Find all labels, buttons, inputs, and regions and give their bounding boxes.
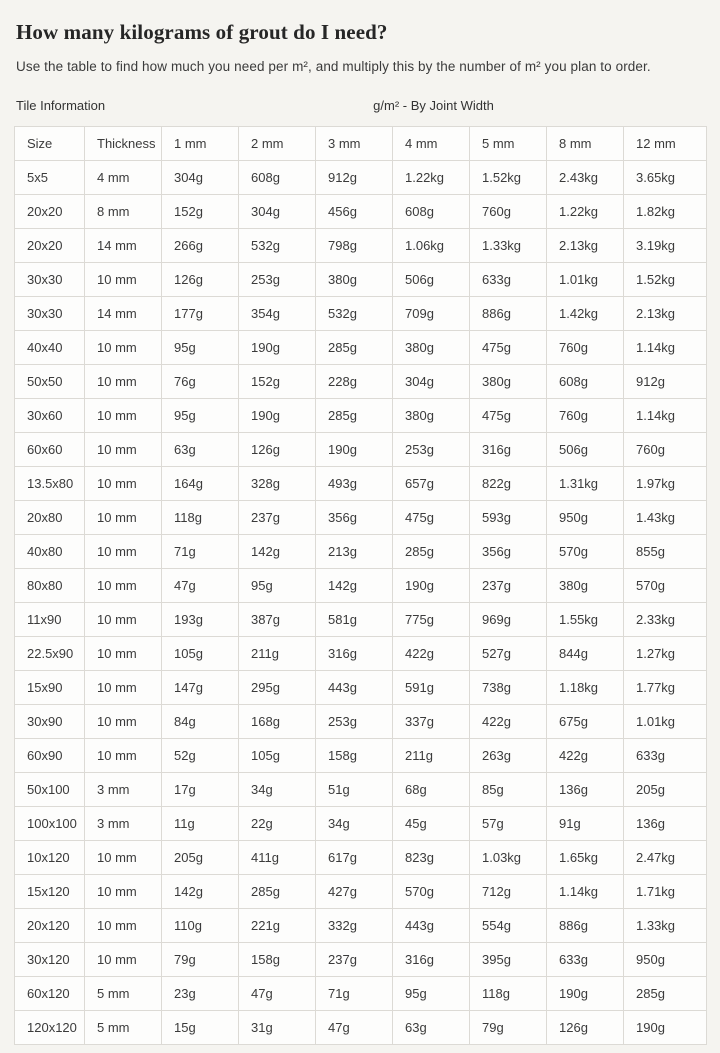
value-cell: 354g: [239, 297, 316, 331]
thickness-cell: 14 mm: [85, 229, 162, 263]
value-cell: 593g: [470, 501, 547, 535]
size-cell: 10x120: [15, 841, 85, 875]
value-cell: 1.33kg: [624, 909, 707, 943]
value-cell: 570g: [547, 535, 624, 569]
value-cell: 1.14kg: [624, 399, 707, 433]
value-cell: 190g: [316, 433, 393, 467]
thickness-cell: 10 mm: [85, 671, 162, 705]
value-cell: 3.65kg: [624, 161, 707, 195]
thickness-cell: 10 mm: [85, 739, 162, 773]
value-cell: 456g: [316, 195, 393, 229]
value-cell: 760g: [624, 433, 707, 467]
value-cell: 91g: [547, 807, 624, 841]
table-row: [15, 569, 707, 603]
value-cell: 1.14kg: [624, 331, 707, 365]
thickness-cell: 4 mm: [85, 161, 162, 195]
value-cell: 3.19kg: [624, 229, 707, 263]
value-cell: 2.43kg: [547, 161, 624, 195]
size-cell: 50x50: [15, 365, 85, 399]
value-cell: 912g: [316, 161, 393, 195]
value-cell: 79g: [162, 943, 239, 977]
value-cell: 950g: [624, 943, 707, 977]
value-cell: 142g: [316, 569, 393, 603]
value-cell: 190g: [547, 977, 624, 1011]
value-cell: 105g: [239, 739, 316, 773]
size-cell: 15x120: [15, 875, 85, 909]
thickness-cell: 10 mm: [85, 535, 162, 569]
value-cell: 228g: [316, 365, 393, 399]
thickness-cell: 5 mm: [85, 1011, 162, 1045]
size-cell: 60x120: [15, 977, 85, 1011]
value-cell: 11g: [162, 807, 239, 841]
value-cell: 443g: [316, 671, 393, 705]
size-cell: 20x20: [15, 195, 85, 229]
value-cell: 213g: [316, 535, 393, 569]
value-cell: 337g: [393, 705, 470, 739]
page-title: How many kilograms of grout do I need?: [16, 20, 388, 44]
value-cell: 118g: [470, 977, 547, 1011]
value-cell: 356g: [470, 535, 547, 569]
value-cell: 110g: [162, 909, 239, 943]
size-cell: 40x40: [15, 331, 85, 365]
value-cell: 136g: [547, 773, 624, 807]
value-cell: 295g: [239, 671, 316, 705]
value-cell: 1.31kg: [547, 467, 624, 501]
table-row: [15, 331, 707, 365]
value-cell: 1.22kg: [393, 161, 470, 195]
value-cell: 844g: [547, 637, 624, 671]
value-cell: 675g: [547, 705, 624, 739]
value-cell: 2.33kg: [624, 603, 707, 637]
size-cell: 30x30: [15, 297, 85, 331]
value-cell: 427g: [316, 875, 393, 909]
value-cell: 475g: [470, 331, 547, 365]
table-row: [15, 399, 707, 433]
value-cell: 263g: [470, 739, 547, 773]
value-cell: 886g: [547, 909, 624, 943]
value-cell: 422g: [470, 705, 547, 739]
value-cell: 2.47kg: [624, 841, 707, 875]
column-header: 12 mm: [624, 127, 707, 161]
value-cell: 95g: [239, 569, 316, 603]
value-cell: 1.42kg: [547, 297, 624, 331]
value-cell: 570g: [393, 875, 470, 909]
table-row: [15, 807, 707, 841]
value-cell: 95g: [162, 331, 239, 365]
value-cell: 193g: [162, 603, 239, 637]
value-cell: 285g: [316, 399, 393, 433]
value-cell: 332g: [316, 909, 393, 943]
value-cell: 304g: [162, 161, 239, 195]
value-cell: 253g: [393, 433, 470, 467]
column-header: 1 mm: [162, 127, 239, 161]
value-cell: 316g: [316, 637, 393, 671]
size-cell: 20x120: [15, 909, 85, 943]
size-cell: 30x60: [15, 399, 85, 433]
value-cell: 142g: [162, 875, 239, 909]
column-header: Size: [15, 127, 85, 161]
column-header: 8 mm: [547, 127, 624, 161]
value-cell: 136g: [624, 807, 707, 841]
value-cell: 1.65kg: [547, 841, 624, 875]
thickness-cell: 10 mm: [85, 501, 162, 535]
value-cell: 798g: [316, 229, 393, 263]
value-cell: 164g: [162, 467, 239, 501]
value-cell: 969g: [470, 603, 547, 637]
value-cell: 316g: [470, 433, 547, 467]
value-cell: 63g: [162, 433, 239, 467]
table-row: [15, 909, 707, 943]
thickness-cell: 14 mm: [85, 297, 162, 331]
value-cell: 395g: [470, 943, 547, 977]
value-cell: 1.06kg: [393, 229, 470, 263]
value-cell: 147g: [162, 671, 239, 705]
value-cell: 31g: [239, 1011, 316, 1045]
value-cell: 380g: [547, 569, 624, 603]
thickness-cell: 10 mm: [85, 331, 162, 365]
value-cell: 158g: [239, 943, 316, 977]
size-cell: 30x30: [15, 263, 85, 297]
value-cell: 591g: [393, 671, 470, 705]
value-cell: 177g: [162, 297, 239, 331]
table-row: [15, 467, 707, 501]
value-cell: 2.13kg: [624, 297, 707, 331]
value-cell: 205g: [162, 841, 239, 875]
size-cell: 20x80: [15, 501, 85, 535]
value-cell: 760g: [547, 399, 624, 433]
value-cell: 190g: [239, 331, 316, 365]
value-cell: 506g: [547, 433, 624, 467]
value-cell: 912g: [624, 365, 707, 399]
value-cell: 760g: [547, 331, 624, 365]
size-cell: 60x90: [15, 739, 85, 773]
value-cell: 1.52kg: [624, 263, 707, 297]
table-row: [15, 603, 707, 637]
value-cell: 422g: [547, 739, 624, 773]
table-row: [15, 977, 707, 1011]
value-cell: 68g: [393, 773, 470, 807]
thickness-cell: 10 mm: [85, 705, 162, 739]
column-header: 4 mm: [393, 127, 470, 161]
value-cell: 237g: [239, 501, 316, 535]
column-header: Thickness: [85, 127, 162, 161]
value-cell: 17g: [162, 773, 239, 807]
value-cell: 152g: [162, 195, 239, 229]
table-row: [15, 535, 707, 569]
value-cell: 71g: [162, 535, 239, 569]
grout-table: [14, 126, 707, 1045]
table-row: [15, 433, 707, 467]
value-cell: 1.03kg: [470, 841, 547, 875]
value-cell: 554g: [470, 909, 547, 943]
value-cell: 823g: [393, 841, 470, 875]
value-cell: 126g: [162, 263, 239, 297]
value-cell: 85g: [470, 773, 547, 807]
value-cell: 23g: [162, 977, 239, 1011]
value-cell: 1.82kg: [624, 195, 707, 229]
value-cell: 822g: [470, 467, 547, 501]
value-cell: 211g: [239, 637, 316, 671]
value-cell: 1.22kg: [547, 195, 624, 229]
table-row: [15, 263, 707, 297]
value-cell: 328g: [239, 467, 316, 501]
value-cell: 608g: [239, 161, 316, 195]
value-cell: 380g: [470, 365, 547, 399]
value-cell: 190g: [624, 1011, 707, 1045]
value-cell: 47g: [239, 977, 316, 1011]
value-cell: 95g: [162, 399, 239, 433]
value-cell: 356g: [316, 501, 393, 535]
value-cell: 63g: [393, 1011, 470, 1045]
page-subtitle: Use the table to find how much you need per m², and multiply this by the number of m² you plan to order.: [16, 59, 651, 74]
value-cell: 657g: [393, 467, 470, 501]
value-cell: 168g: [239, 705, 316, 739]
value-cell: 387g: [239, 603, 316, 637]
value-cell: 380g: [393, 331, 470, 365]
value-cell: 71g: [316, 977, 393, 1011]
value-cell: 285g: [239, 875, 316, 909]
value-cell: 1.71kg: [624, 875, 707, 909]
value-cell: 775g: [393, 603, 470, 637]
table-row: [15, 195, 707, 229]
value-cell: 633g: [470, 263, 547, 297]
value-cell: 532g: [239, 229, 316, 263]
value-cell: 950g: [547, 501, 624, 535]
value-cell: 266g: [162, 229, 239, 263]
value-cell: 570g: [624, 569, 707, 603]
value-cell: 237g: [316, 943, 393, 977]
value-cell: 608g: [547, 365, 624, 399]
size-cell: 15x90: [15, 671, 85, 705]
value-cell: 443g: [393, 909, 470, 943]
table-row: [15, 365, 707, 399]
value-cell: 76g: [162, 365, 239, 399]
value-cell: 422g: [393, 637, 470, 671]
value-cell: 158g: [316, 739, 393, 773]
value-cell: 47g: [162, 569, 239, 603]
thickness-cell: 10 mm: [85, 263, 162, 297]
value-cell: 380g: [316, 263, 393, 297]
value-cell: 285g: [393, 535, 470, 569]
size-cell: 80x80: [15, 569, 85, 603]
value-cell: 855g: [624, 535, 707, 569]
value-cell: 1.52kg: [470, 161, 547, 195]
table-row: [15, 841, 707, 875]
value-cell: 712g: [470, 875, 547, 909]
value-cell: 45g: [393, 807, 470, 841]
table-row: [15, 739, 707, 773]
table-row: [15, 875, 707, 909]
thickness-cell: 10 mm: [85, 399, 162, 433]
value-cell: 617g: [316, 841, 393, 875]
value-cell: 126g: [547, 1011, 624, 1045]
size-cell: 100x100: [15, 807, 85, 841]
table-row: [15, 1011, 707, 1045]
value-cell: 142g: [239, 535, 316, 569]
value-cell: 1.14kg: [547, 875, 624, 909]
table-row: [15, 161, 707, 195]
table-row: [15, 637, 707, 671]
value-cell: 285g: [316, 331, 393, 365]
value-cell: 126g: [239, 433, 316, 467]
size-cell: 120x120: [15, 1011, 85, 1045]
value-cell: 304g: [239, 195, 316, 229]
value-cell: 1.01kg: [624, 705, 707, 739]
value-cell: 190g: [393, 569, 470, 603]
value-cell: 34g: [239, 773, 316, 807]
value-cell: 1.27kg: [624, 637, 707, 671]
value-cell: 47g: [316, 1011, 393, 1045]
size-cell: 22.5x90: [15, 637, 85, 671]
value-cell: 527g: [470, 637, 547, 671]
value-cell: 51g: [316, 773, 393, 807]
value-cell: 1.33kg: [470, 229, 547, 263]
thickness-cell: 3 mm: [85, 773, 162, 807]
value-cell: 253g: [239, 263, 316, 297]
value-cell: 237g: [470, 569, 547, 603]
value-cell: 380g: [393, 399, 470, 433]
joint-width-caption: g/m² - By Joint Width: [373, 98, 494, 113]
value-cell: 738g: [470, 671, 547, 705]
value-cell: 633g: [547, 943, 624, 977]
tile-information-caption: Tile Information: [16, 98, 106, 113]
value-cell: 211g: [393, 739, 470, 773]
value-cell: 22g: [239, 807, 316, 841]
value-cell: 1.77kg: [624, 671, 707, 705]
size-cell: 50x100: [15, 773, 85, 807]
thickness-cell: 10 mm: [85, 433, 162, 467]
value-cell: 1.55kg: [547, 603, 624, 637]
size-cell: 60x60: [15, 433, 85, 467]
size-cell: 30x120: [15, 943, 85, 977]
thickness-cell: 10 mm: [85, 943, 162, 977]
value-cell: 52g: [162, 739, 239, 773]
value-cell: 79g: [470, 1011, 547, 1045]
table-row: [15, 943, 707, 977]
table-row: [15, 229, 707, 263]
value-cell: 205g: [624, 773, 707, 807]
value-cell: 411g: [239, 841, 316, 875]
thickness-cell: 10 mm: [85, 365, 162, 399]
value-cell: 2.13kg: [547, 229, 624, 263]
value-cell: 152g: [239, 365, 316, 399]
value-cell: 253g: [316, 705, 393, 739]
table-row: [15, 671, 707, 705]
value-cell: 709g: [393, 297, 470, 331]
thickness-cell: 10 mm: [85, 569, 162, 603]
size-cell: 13.5x80: [15, 467, 85, 501]
thickness-cell: 10 mm: [85, 875, 162, 909]
value-cell: 475g: [470, 399, 547, 433]
value-cell: 34g: [316, 807, 393, 841]
size-cell: 30x90: [15, 705, 85, 739]
value-cell: 506g: [393, 263, 470, 297]
table-row: [15, 773, 707, 807]
thickness-cell: 8 mm: [85, 195, 162, 229]
value-cell: 105g: [162, 637, 239, 671]
value-cell: 633g: [624, 739, 707, 773]
value-cell: 84g: [162, 705, 239, 739]
thickness-cell: 10 mm: [85, 909, 162, 943]
value-cell: 475g: [393, 501, 470, 535]
value-cell: 1.01kg: [547, 263, 624, 297]
thickness-cell: 5 mm: [85, 977, 162, 1011]
size-cell: 40x80: [15, 535, 85, 569]
column-header: 2 mm: [239, 127, 316, 161]
value-cell: 57g: [470, 807, 547, 841]
table-row: [15, 297, 707, 331]
value-cell: 221g: [239, 909, 316, 943]
value-cell: 532g: [316, 297, 393, 331]
table-body: [15, 161, 707, 1045]
value-cell: 118g: [162, 501, 239, 535]
column-header: 3 mm: [316, 127, 393, 161]
value-cell: 285g: [624, 977, 707, 1011]
table-row: [15, 705, 707, 739]
table-row: [15, 501, 707, 535]
value-cell: 95g: [393, 977, 470, 1011]
value-cell: 15g: [162, 1011, 239, 1045]
value-cell: 608g: [393, 195, 470, 229]
size-cell: 5x5: [15, 161, 85, 195]
value-cell: 1.18kg: [547, 671, 624, 705]
value-cell: 581g: [316, 603, 393, 637]
value-cell: 760g: [470, 195, 547, 229]
thickness-cell: 10 mm: [85, 841, 162, 875]
size-cell: 20x20: [15, 229, 85, 263]
header-row: [15, 127, 707, 161]
thickness-cell: 10 mm: [85, 603, 162, 637]
value-cell: 190g: [239, 399, 316, 433]
column-header: 5 mm: [470, 127, 547, 161]
value-cell: 316g: [393, 943, 470, 977]
table-header: [15, 127, 707, 161]
value-cell: 1.97kg: [624, 467, 707, 501]
thickness-cell: 3 mm: [85, 807, 162, 841]
value-cell: 304g: [393, 365, 470, 399]
thickness-cell: 10 mm: [85, 467, 162, 501]
thickness-cell: 10 mm: [85, 637, 162, 671]
value-cell: 1.43kg: [624, 501, 707, 535]
size-cell: 11x90: [15, 603, 85, 637]
table-captions: [14, 98, 706, 116]
value-cell: 493g: [316, 467, 393, 501]
value-cell: 886g: [470, 297, 547, 331]
